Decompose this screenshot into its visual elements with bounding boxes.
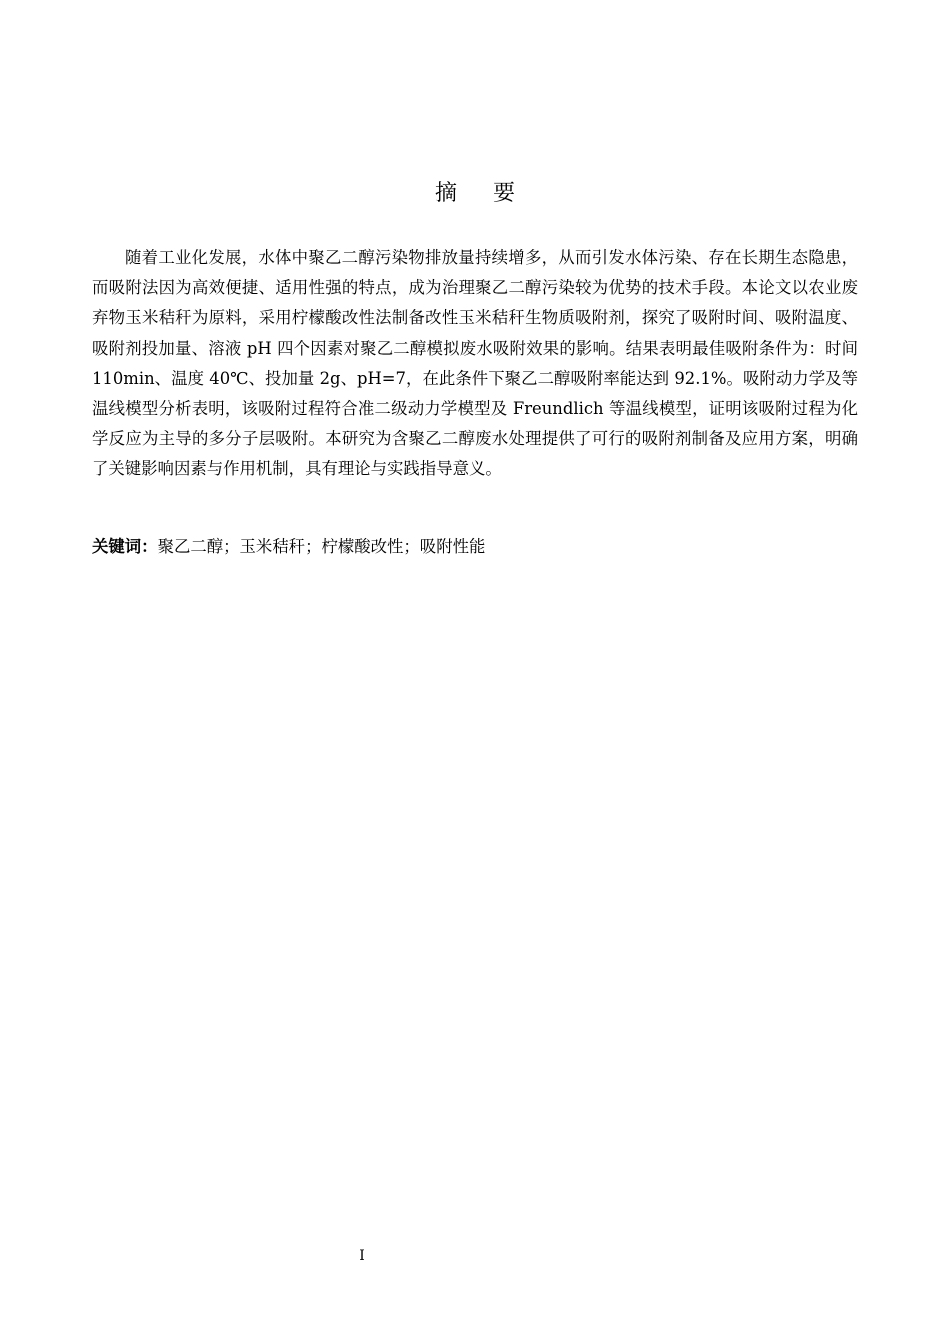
page-number: I xyxy=(359,1248,365,1264)
abstract-title: 摘要 xyxy=(434,181,551,206)
keywords-line xyxy=(92,533,858,561)
keywords-text: 聚乙二醇；玉米秸秆；柠檬酸改性；吸附性能 xyxy=(157,537,486,556)
abstract-body: 随着工业化发展，水体中聚乙二醇污染物排放量持续增多，从而引发水体污染、存在长期生态隐患，而吸附法因为高效便捷、适用性强的特点，成为治理聚乙二醇污染较为优势的技术手段。本论文以农业废弃物玉米秸秆为原料，采用柠檬酸改性法制备改性玉米秸秆生物质吸附剂，探究了吸附时间、吸附温度、吸附剂投加量、溶液 pH 四个因素对聚乙二醇模拟废水吸附效果的影响。结果表明最佳吸附条件为：时间 110min、温度 40℃、投加量 2g、pH=7，在此条件下聚乙二醇吸附率能达到 92.1%。吸附动力学及等温线模型分析表明，该吸附过程符合准二级动力学模型及 Freundlich 等温线模型，证明该吸附过程为化学反应为主导的多分子层吸附。本研究为含聚乙二醇废水处理提供了可行的吸附剂制备及应用方案，明确了关键影响因素与作用机制，具有理论与实践指导意义。 xyxy=(92,248,858,479)
keywords-label: 关键词： xyxy=(92,537,158,556)
